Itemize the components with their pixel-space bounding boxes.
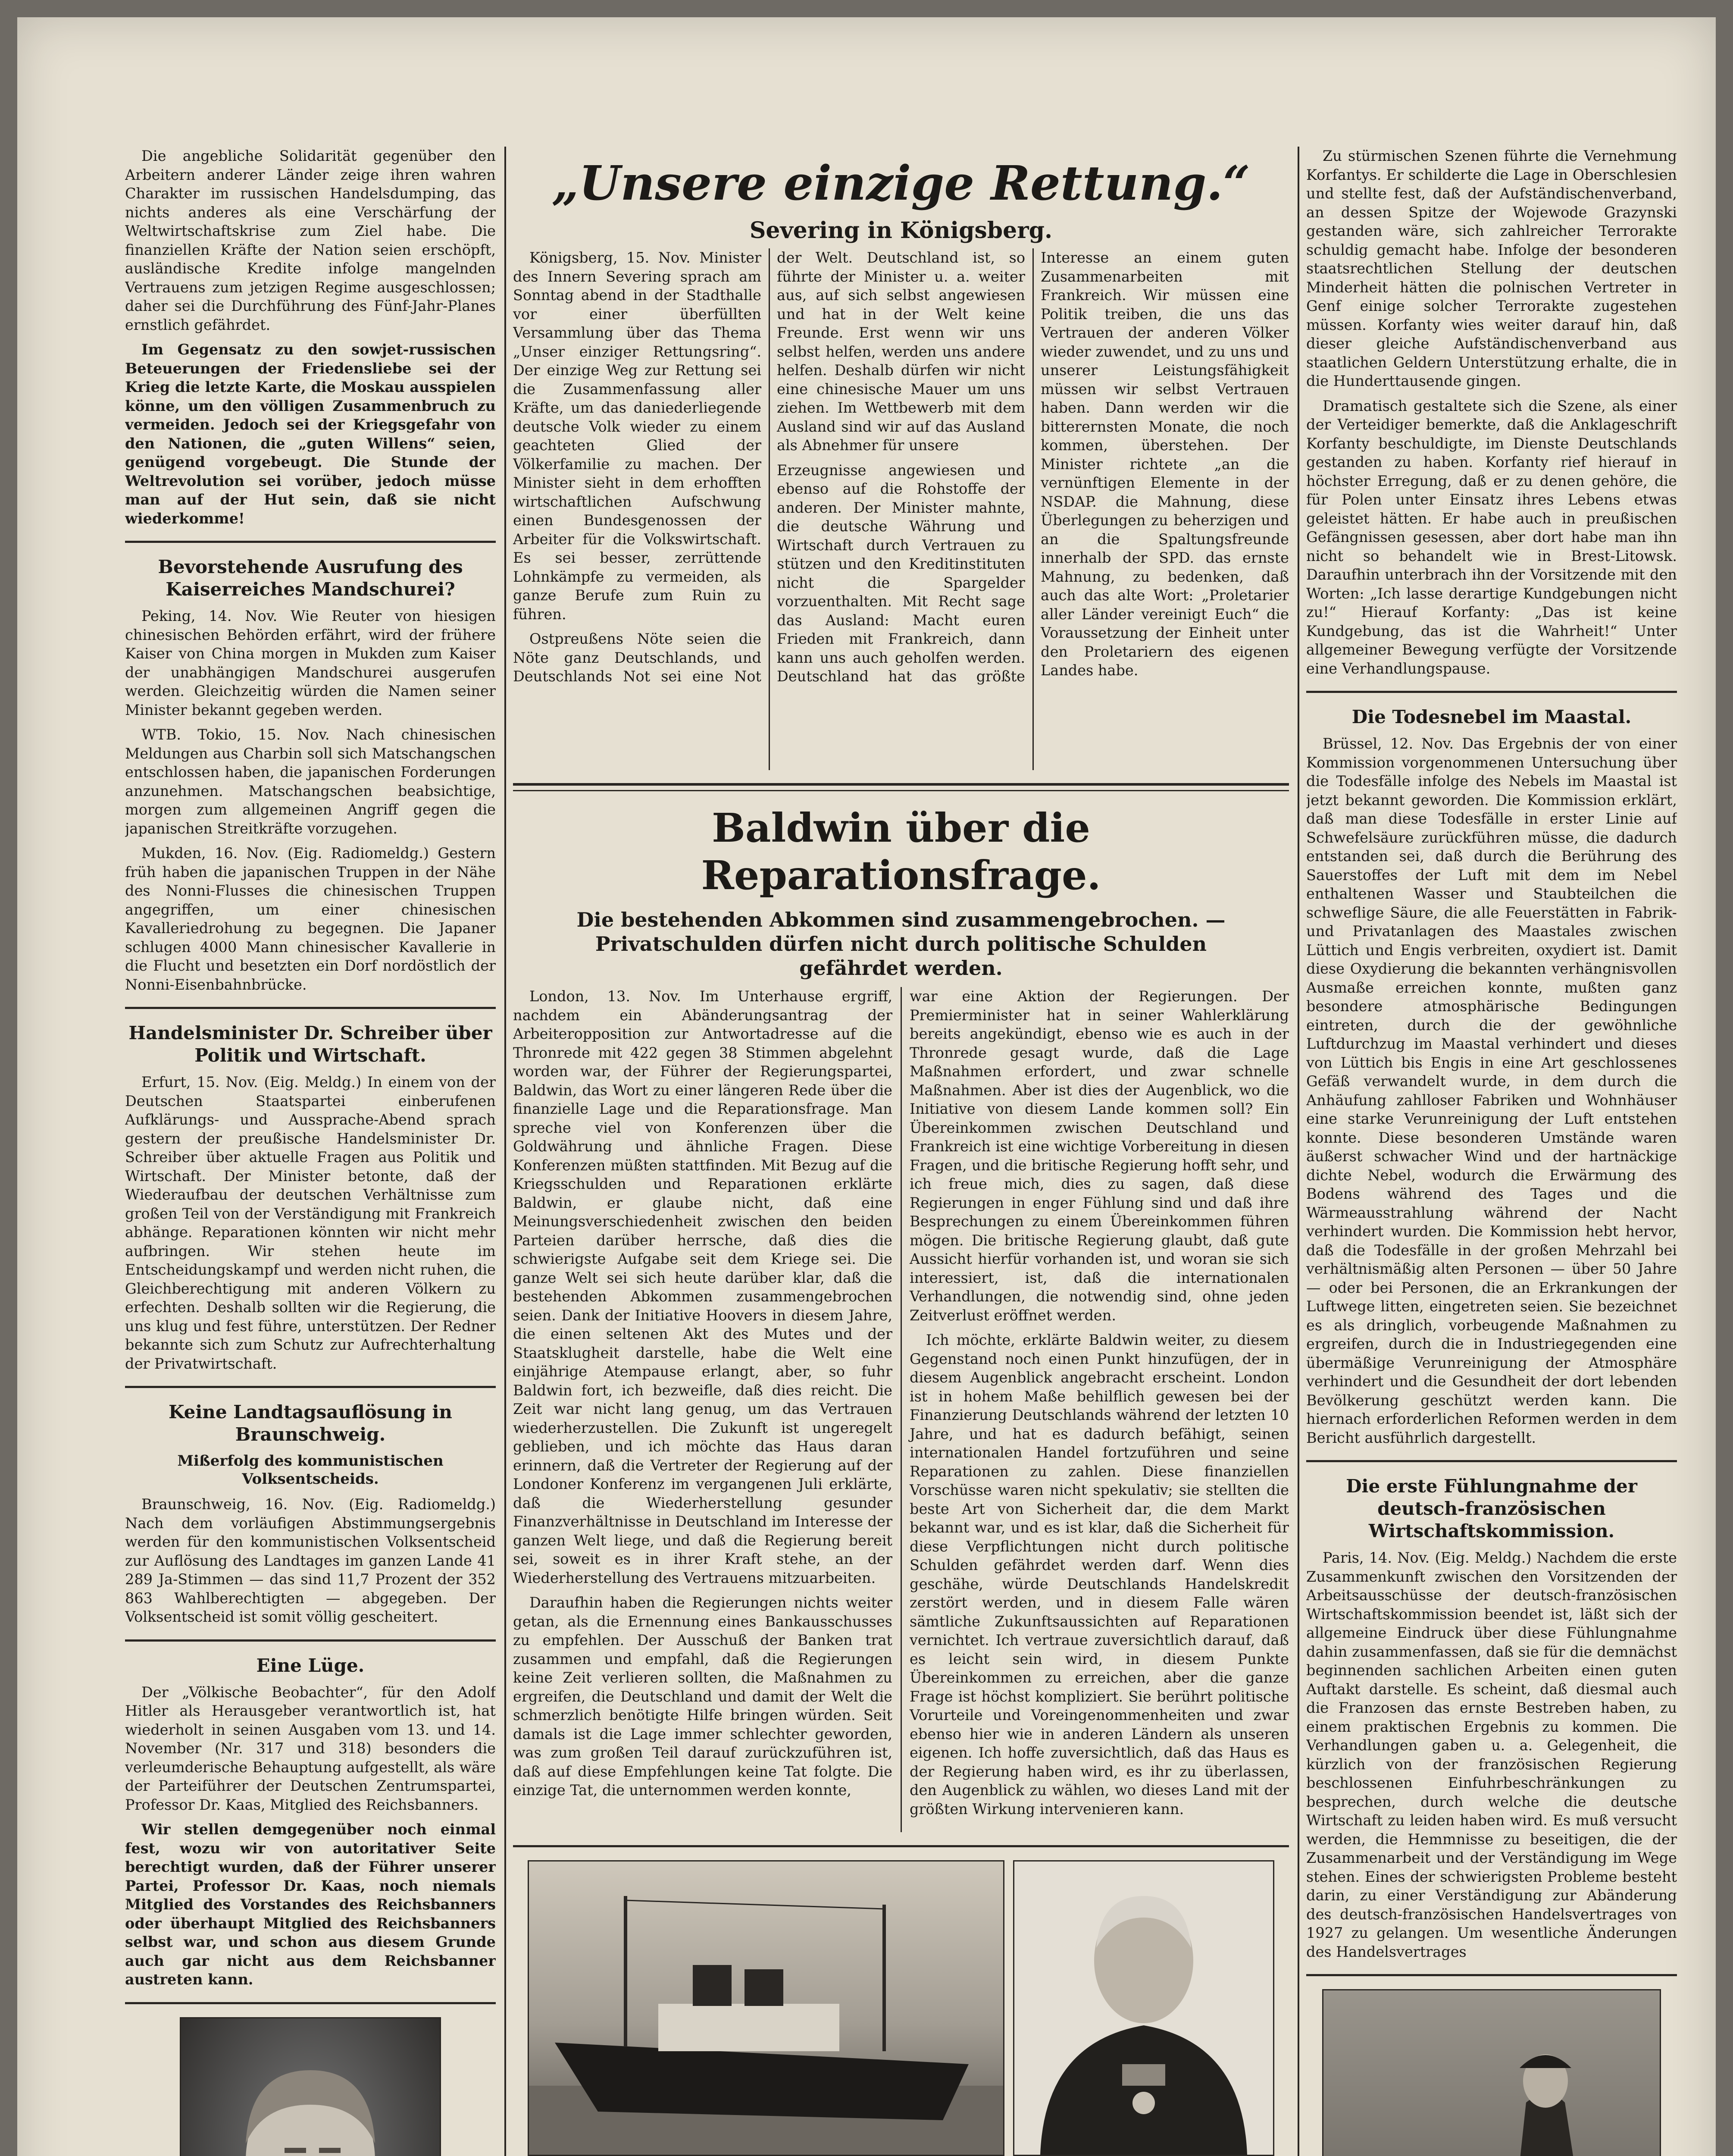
column-right bbox=[1306, 147, 1677, 2156]
headline-luege: Eine Lüge. bbox=[256, 1655, 365, 1676]
severing-article bbox=[513, 248, 1289, 770]
headline-wirtschaftskommission: Die erste Fühlungnahme der deutsch-französischen Wirtschaftskommission. bbox=[1346, 1476, 1637, 1542]
divider bbox=[125, 541, 496, 543]
admiral-photo bbox=[1013, 1860, 1274, 2156]
motorcycle-image bbox=[1323, 1990, 1660, 2156]
subheadline-severing: Severing in Königsberg. bbox=[749, 217, 1053, 244]
divider bbox=[1306, 1460, 1677, 1462]
headline-mandschurei: Bevorstehende Ausrufung des Kaiserreiches Mandschurei? bbox=[158, 556, 463, 600]
paragraph: London, 13. Nov. Im Unterhause ergriff, nachdem ein Abänderungsantrag der Arbeiteropposition zur Antwortadresse auf die Thronrede mit 422 gegen 38 Stimmen abgelehnt worden war, der Führer der Regierungspartei, Baldwin, das Wort zu einer längeren Rede über die finanzielle Lage und die Reparationsfrage. Man spreche viel von Konferenzen über die Goldwährung und ähnliche Fragen. Diese Konferenzen müßten stattfinden. Mit Bezug auf die Kriegsschulden und Reparationen erklärte Baldwin, er glaube nicht, daß eine Meinungsverschiedenheit zwischen den beiden Parteien darüber herrsche, daß dies die schwierigste Aufgabe seit dem Kriege sei. Die ganze Welt sei sich heute darüber klar, daß die bestehenden Abkommen zusammengebrochen seien. Dank der Initiative Hoovers in diesem Jahre, die einen seltenen Akt des Mutes und der Staatsklugheit darstelle, habe die Welt eine einjährige Atempause erlangt, aber, so fuhr Baldwin fort, ich bezweifle, daß dies reicht. Die Zeit war nicht lang genug, um das Vertrauen wiederherzustellen. Die Zukunft ist ungeregelt geblieben, und ich möchte das Haus daran erinnern, daß die Vertreter der Regierung auf der Londoner Konferenz im vergangenen Juli erklärte, daß die Wiederherstellung gesunder Finanzverhältnisse in Deutschland im Interesse der ganzen Welt liege, und daß die Regierung bereit sei, soweit es in ihrer Kraft stehe, an der Wiederherstellung des Vertrauens mitzuarbeiten. bbox=[513, 988, 892, 1586]
divider bbox=[1306, 1974, 1677, 1976]
headline-maastal: Die Todesnebel im Maastal. bbox=[1351, 706, 1632, 727]
headline-baldwin: Baldwin über die Reparationsfrage. bbox=[701, 805, 1101, 899]
paragraph: Ich möchte, erklärte Baldwin weiter, zu diesem Gegenstand noch einen Punkt hinzufügen, der in diesem Augenblick angebracht erscheint. London ist in hohem Maße behilflich gewesen bei der Finanzierung Deutschlands während der letzten 10 Jahre, und hat es dadurch befähigt, seinen internationalen Handel fortzuführen und seine Reparationen zu zahlen. Diese finanziellen Vorschüsse waren nicht spekulativ; sie stellten die beste Art von Sicherheit dar, die dem Markt bekannt war, und es ist klar, daß die Sicherheit für diese Verpflichtungen nicht durch politische Schulden gefährdet werden darf. Wenn dies geschähe, würde Deutschlands Handelskredit zerstört werden, und in diesem Falle wären sämtliche Zukunftsaussichten auf Reparationen vernichtet. Ich vertraue zuversichtlich darauf, daß es leicht sein wird, in diesem Punkte Übereinkommen zu erreichen, aber die ganze Frage ist höchst kompliziert. Sie berührt politische Vorurteile und Voreingenommenheiten und zwar ebenso hier wie in anderen Ländern als unseren eigenen. Ich hoffe zuversichtlich, daß das Haus es der Regierung haben wird, es ihr zu überlassen, den Augenblick zu wählen, wo dieses Land mit der größten Wirkung intervenieren kann. bbox=[910, 1332, 1289, 1818]
subheadline-baldwin: Die bestehenden Abkommen sind zusammengebrochen. — Privatschulden dürfen nicht durch politische Schulden gefährdet werden. bbox=[576, 908, 1226, 980]
paragraph: Im Gegensatz zu den sowjet-russischen Beteuerungen der Friedensliebe sei der Krieg die letzte Karte, die Moskau ausspielen könne, um den völligen Zusammenbruch zu vermeiden. Jedoch sei der Kriegsgefahr von den Nationen, die „guten Willens“ seien, genügend vorgebeugt. Die Stunde der Weltrevolution sei vorüber, jedoch müsse man auf der Hut sein, daß sie nicht wiederkomme! bbox=[125, 341, 496, 527]
paragraph: Wir stellen demgegenüber noch einmal fest, wozu wir von autoritativer Seite berechtigt wurden, daß der Führer unserer Partei, Professor Dr. Kaas, noch niemals Mitglied des Vorstandes des Reichsbanners oder überhaupt Mitglied des Reichsbanners selbst war, und schon aus diesem Grunde auch gar nicht aus dem Reichsbanner austreten kann. bbox=[125, 1821, 496, 1988]
divider bbox=[513, 783, 1289, 791]
column-rule bbox=[504, 147, 506, 2156]
paragraph: Erfurt, 15. Nov. (Eig. Meldg.) In einem von der Deutschen Staatspartei einberufenen Aufklärungs- und Aussprache-Abend sprach gestern der preußische Handelsminister Dr. Schreiber über aktuelle Fragen aus Politik und Wirtschaft. Der Minister betonte, daß der Wiederaufbau der deutschen Verhältnisse zum großen Teil von der Verständigung mit Frankreich abhänge. Reparationen könnten wir nicht mehr aufbringen. Wir stehen heute im Entscheidungskampf und werden nicht ruhen, die Gleichberechtigung mit anderen Völkern zu erfechten. Deshalb sollten wir die Regierung, die uns klug und fest führe, unterstützen. Der Redner bekannte sich zum Schutz zur Aufrechterhaltung der Privatwirtschaft. bbox=[125, 1074, 496, 1372]
paragraph: Daraufhin haben die Regierungen nichts weiter getan, als die Ernennung eines Bankausschusses zu empfehlen. Der Ausschuß der Banken trat zusammen und empfahl, daß die Regierungen keine Zeit verlieren sollten, die Maßnahmen zu ergreifen, die Deutschland und damit der Welt die schmerzlich benötigte Hilfe bringen würden. Seit damals ist die Lage immer schlechter geworden, was zum großen Teil darauf zurückzuführen ist, daß auf diese Empfehlungen keine Tat folgte. Die einzige Tat, die unternommen werden konnte, bbox=[513, 1594, 892, 1799]
paragraph: Braunschweig, 16. Nov. (Eig. Radiomeldg.) Nach dem vorläufigen Abstimmungsergebnis werden für den kommunistischen Volksentscheid zur Auflösung des Landtages im ganzen Lande 41 289 Ja-Stimmen — das sind 11,7 Prozent der 352 863 Wahlberechtigten — abgegeben. Der Volksentscheid ist somit völlig gescheitert. bbox=[125, 1496, 496, 1625]
headline-braunschweig: Keine Landtagsauflösung in Braunschweig. bbox=[169, 1401, 452, 1445]
divider bbox=[125, 2002, 496, 2004]
newspaper-page bbox=[17, 17, 1716, 2156]
paragraph: Königsberg, 15. Nov. Minister des Innern Severing sprach am Sonntag abend in der Stadthalle vor einer überfüllten Versammlung über das Thema „Unser einziger Rettungsring“. Der einzige Weg zur Rettung sei die Zusammenfassung aller Kräfte, um das daniederliegende deutsche Volk wieder zu einem geachteten Glied der Völkerfamilie zu machen. Der Minister sieht in dem erhofften wirtschaftlichen Aufschwung einen Bundesgenossen der Arbeiter für die Volkswirtschaft. Es sei besser, zerrüttende Lohnkämpfe zu vermeiden, als ganze Berufe zum Ruin zu führen. bbox=[513, 249, 761, 623]
ship-image bbox=[529, 1861, 1003, 2155]
paragraph: Dramatisch gestaltete sich die Szene, als einer der Verteidiger bemerkte, daß die Anklageschrift Korfanty beschuldigte, im Dienste Deutschlands gestanden zu haben. Korfanty rief hierauf in höchster Erregung, daß er zu denen gehöre, die für Polen unter Einsatz ihres Lebens etwas geleistet hätten. Er habe auch in preußischen Gefängnissen gesessen, aber dort habe man ihn nicht so behandelt wie in Brest-Litowsk. Daraufhin unterbrach ihn der Vorsitzende mit den Worten: „Ich lasse derartige Kundgebungen nicht zu!“ Hierauf Korfanty: „Das ist keine Kundgebung, das ist die Wahrheit!“ Unter allgemeiner Bewegung verfügte der Vorsitzende eine Verhandlungspause. bbox=[1306, 397, 1677, 677]
paragraph: war eine Aktion der Regierungen. Der Premierminister hat in seiner Wahlerklärung bereits angekündigt, ebenso wie es auch in der Thronrede gesagt wurde, daß die Lage Maßnahmen erfordert, und zwar schnelle Maßnahmen. Aber ist dies der Augenblick, wo die Initiative von diesem Lande kommen soll? Ein Übereinkommen zwischen Deutschland und Frankreich ist eine wichtige Vorbereitung in diesen Fragen, und die britische Regierung hofft sehr, und ich freue mich, dies zu sagen, daß diese Regierungen in enger Fühlung sind und daß ihre Besprechungen zu einem Übereinkommen führen mögen. Die britische Regierung glaubt, daß gute Aussicht hierfür vorhanden ist, und woran sie sich interessiert, ist, daß die internationalen Verhandlungen, die notwendig sind, ohne jeden Zeitverlust eröffnet werden. bbox=[910, 988, 1289, 1324]
divider bbox=[1306, 691, 1677, 693]
paragraph: Erzeugnisse angewiesen und ebenso auf die Rohstoffe der anderen. Der Minister mahnte, die deutsche Währung und Wirtschaft durch Vertrauen zu stützen und den Kreditinstituten nicht die Spargelder vorzuenthalten. Mit Recht sage das Ausland: Macht euren Frieden mit Frankreich, dann kann uns auch geholfen werden. Deutschland hat das größte Interesse an einem guten Zusammenarbeiten mit Frankreich. Wir müssen eine Politik treiben, die uns das Vertrauen der anderen Völker wieder zuwendet, und zu uns und unserer Leistungsfähigkeit müssen wir selbst Vertrauen haben. Dann werden wir die bitterernsten Monate, die noch kommen, überstehen. Der Minister richtete „an die vernünftigen Elemente in der NSDAP. die Mahnung, diese Überlegungen zu beherzigen und an die Spaltungsfreunde innerhalb der SPD. das ernste Mahnung, zu bedenken, daß auch das alte Wort: „Proletarier aller Länder vereinigt Euch“ die Voraussetzung der Einheit unter den Proletariern des eigenen Landes habe. bbox=[777, 249, 1289, 685]
paragraph: WTB. Tokio, 15. Nov. Nach chinesischen Meldungen aus Charbin soll sich Matschangschen entschlossen haben, die japanischen Forderungen anzunehmen. Matschangschen beabsichtige, morgen zum allgemeinen Angriff gegen die japanischen Streitkräfte vorzugehen. bbox=[125, 726, 496, 837]
ship-photo bbox=[528, 1860, 1004, 2156]
column-left bbox=[125, 147, 496, 2156]
paragraph: Peking, 14. Nov. Wie Reuter von hiesigen chinesischen Behörden erfährt, wird der frühere Kaiser von China morgen in Mukden zum Kaiser der unabhängigen Mandschurei ausgerufen werden. Gleichzeitig würden die Namen seiner Minister bekannt gegeben werden. bbox=[125, 608, 496, 718]
column-rule bbox=[1298, 147, 1299, 2156]
paragraph: Mukden, 16. Nov. (Eig. Radiomeldg.) Gestern früh haben die japanischen Truppen in der Nähe des Nonni-Flusses die chinesischen Truppen angegriffen, um einer chinesischen Kavalleriedrohung zu begegnen. Die Japaner schlugen 4000 Mann chinesischer Kavallerie in die Flucht und besetzten ein Dorf nordöstlich der Nonni-Eisenbahnbrücke. bbox=[125, 845, 496, 993]
photo-row bbox=[513, 1860, 1289, 2156]
motorcycle-photo bbox=[1322, 1989, 1661, 2156]
divider bbox=[125, 1007, 496, 1009]
paragraph: Brüssel, 12. Nov. Das Ergebnis der von einer Kommission vorgenommenen Untersuchung über die Todesfälle infolge des Nebels im Maastal ist jetzt bekannt geworden. Die Kommission erklärt, daß man diese Todesfälle in erster Linie auf Schwefelsäure zurückführen müsse, die dadurch entstanden sei, daß durch die Berührung des Sauerstoffes der Luft mit dem im Nebel enthaltenen Wasser und Staubteilchen die schweflige Säure, die alle Feuerstätten in Fabrik- und Privatanlagen des Maastales zwischen Lüttich und Engis verbreiten, oxydiert ist. Damit diese Oxydierung die bekannten verhängnisvollen Ausmaße erreichen konnte, mußten ganz besondere atmosphärische Bedingungen eintreten, durch die der gewöhnliche Luftdurchzug im Maastal verhindert und dieses von Lüttich bis Engis in eine Art geschlossenes Gefäß verwandelt wurde, in dem durch die Anhäufung zahlloser Fabriken und Wohnhäuser eine starke Verunreinigung der Luft entstehen konnte. Diese besonderen Umstände waren äußerst schwacher Wind und der hartnäckige dichte Nebel, wodurch die Erwärmung des Bodens während des Tages und die Wärmeausstrahlung während der Nacht verhindert wurden. Die Kommission hebt hervor, daß die Todesfälle in der großen Mehrzahl bei verhältnismäßig alten Personen — über 50 Jahre — oder bei Personen, die an Erkrankungen der Luftwege litten, eingetreten seien. Sie bezeichnet es als dringlich, vorbeugende Maßnahmen zu ergreifen, durch die in Industriegegenden eine übermäßige Verunreinigung der Atmosphäre verhindert und die Gesundheit der dort lebenden Bevölkerung geschützt werden kann. Die hiernach erforderlichen Reformen werden in dem Bericht ausführlich dargestellt. bbox=[1306, 735, 1677, 1446]
baldwin-article bbox=[513, 987, 1289, 1832]
admiral-image bbox=[1014, 1861, 1273, 2155]
divider bbox=[125, 1386, 496, 1388]
paragraph: Paris, 14. Nov. (Eig. Meldg.) Nachdem die erste Zusammenkunft zwischen den Vorsitzenden der Arbeitsausschüsse der deutsch-französischen Wirtschaftskommission beendet ist, läßt sich der allgemeine Eindruck über diese Fühlungnahme dahin zusammenfassen, daß sie für die demnächst beginnenden sachlichen Arbeiten einen guten Auftakt darstelle. Es scheint, daß diesmal auch die Franzosen das ernste Bestreben haben, zu einem praktischen Ergebnis zu kommen. Die Verhandlungen gaben u. a. Gelegenheit, die kürzlich von der französischen Regierung beschlossenen Einfuhrbeschränkungen zu besprechen, durch welche die deutsche Wirtschaft zu leiden haben wird. Es muß versucht werden, die Hemmnisse zu beseitigen, die der Zusammenarbeit und der Verständigung im Wege stehen. Eines der schwierigsten Probleme besteht darin, zu einer Verständigung zur Abänderung des deutsch-französischen Handelsvertrages von 1927 zu gelangen. Um wesentliche Änderungen des Handelsvertrages bbox=[1306, 1549, 1677, 1960]
headline-schreiber: Handelsminister Dr. Schreiber über Politik und Wirtschaft. bbox=[128, 1022, 492, 1066]
paragraph: Der „Völkische Beobachter“, für den Adolf Hitler als Herausgeber verantwortlich ist, hat wiederholt in seinen Ausgaben vom 13. und 14. November (Nr. 317 und 318) besonders die verleumderische Behauptung aufgestellt, als wäre der Parteiführer der Deutschen Zentrumspartei, Professor Dr. Kaas, Mitglied des Reichsbanners. bbox=[125, 1683, 496, 1813]
column-middle bbox=[513, 147, 1289, 2156]
portrait-photo bbox=[180, 2017, 441, 2156]
divider bbox=[125, 1639, 496, 1642]
paragraph: Zu stürmischen Szenen führte die Vernehmung Korfantys. Er schilderte die Lage in Oberschlesien und stellte fest, daß der Aufständischenverband, an dessen Spitze der Wojewode Grazynski gestanden wäre, sich zahlreicher Terrorakte schuldig gemacht habe. Infolge der besonderen staatsrechtlichen Stellung der deutschen Minderheit hätten die polnischen Vertreter in Genf einige solcher Terrorakte zugestehen müssen. Korfanty wies weiter darauf hin, daß dieser gleiche Aufständischenverband aus staatlichen Geldern Unterstützung erhalte, die in die Hunderttausende gingen. bbox=[1306, 147, 1677, 389]
portrait-image bbox=[181, 2018, 440, 2156]
headline-rettung: „Unsere einzige Rettung.“ bbox=[552, 155, 1250, 211]
paragraph: Ostpreußens Nöte seien die Nöte ganz Deutschlands, und Deutschlands Not sei eine Not der Welt. Deutschland ist, so führte der Minister u. a. weiter aus, auf sich selbst angewiesen und hat in der Welt keine Freunde. Erst wenn wir uns selbst helfen, werden uns andere helfen. Deshalb dürfen wir nicht eine chinesische Mauer um uns ziehen. Im Wettbewerb mit dem Ausland sind wir auf das Ausland als Abnehmer für unsere bbox=[513, 249, 1025, 685]
subheadline: Mißerfolg des kommunistischen Volksentscheids. bbox=[177, 1452, 444, 1488]
divider bbox=[513, 1845, 1289, 1847]
paragraph: Die angebliche Solidarität gegenüber den Arbeitern anderer Länder zeige ihren wahren Charakter im russischen Handelsdumping, das nichts anderes als eine Verschärfung der Weltwirtschaftskrise zum Ziel habe. Die finanziellen Kräfte der Nation seien erschöpft, ausländische Kredite infolge mangelnden Vertrauens zum jetzigen Regime ausgeschlossen; daher sei die Durchführung des Fünf-Jahr-Planes ernstlich gefährdet. bbox=[125, 147, 496, 333]
